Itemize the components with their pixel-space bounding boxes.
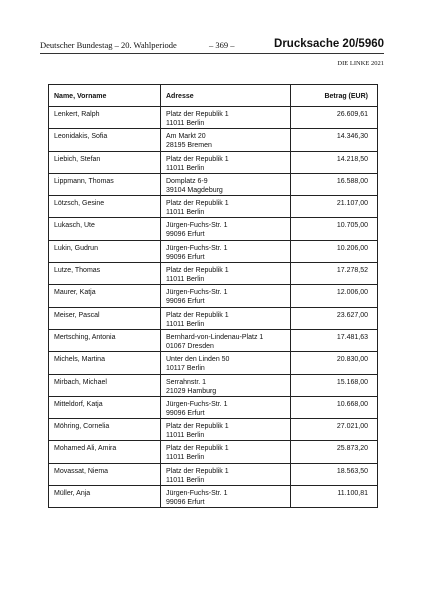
table-row (49, 196, 378, 218)
address-street: Platz der Republik 1 (166, 423, 229, 431)
cell-name: Lukasch, Ute (49, 218, 161, 240)
header-document-number: Drucksache 20/5960 (274, 38, 384, 50)
cell-name: Lötzsch, Gesine (49, 196, 161, 218)
address-city: 99096 Erfurt (166, 499, 205, 507)
cell-amount: 23.627,00 (291, 307, 378, 329)
table-row (49, 329, 378, 351)
address-street: Platz der Republik 1 (166, 267, 229, 275)
cell-address (161, 285, 291, 307)
address-street: Unter den Linden 50 (166, 356, 230, 364)
cell-name: Lenkert, Ralph (49, 107, 161, 129)
cell-amount: 25.873,20 (291, 441, 378, 463)
cell-amount: 17.481,63 (291, 329, 378, 351)
header-rule (40, 53, 384, 54)
table-row (49, 486, 378, 508)
address-street: Am Markt 20 (166, 133, 206, 141)
address-city: 11011 Berlin (166, 476, 205, 484)
table-row (49, 374, 378, 396)
table-row (49, 419, 378, 441)
cell-address (161, 151, 291, 173)
address-city: 39104 Magdeburg (166, 186, 223, 194)
cell-amount: 20.830,00 (291, 352, 378, 374)
cell-amount: 21.107,00 (291, 196, 378, 218)
cell-address (161, 486, 291, 508)
cell-address (161, 463, 291, 485)
address-street: Platz der Republik 1 (166, 467, 229, 475)
address-street: Domplatz 6-9 (166, 177, 208, 185)
cell-address (161, 352, 291, 374)
address-city: 21029 Hamburg (166, 387, 217, 395)
cell-address (161, 263, 291, 285)
cell-address (161, 329, 291, 351)
cell-address (161, 107, 291, 129)
cell-amount: 17.278,52 (291, 263, 378, 285)
cell-name: Müller, Anja (49, 486, 161, 508)
address-city: 99096 Erfurt (166, 253, 205, 261)
column-header-amount: Betrag (EUR) (291, 85, 378, 107)
address-city: 10117 Berlin (166, 365, 205, 373)
table-row (49, 173, 378, 195)
cell-amount: 12.006,00 (291, 285, 378, 307)
cell-name: Liebich, Stefan (49, 151, 161, 173)
donations-table (48, 84, 378, 508)
cell-amount: 11.100,81 (291, 486, 378, 508)
cell-name: Leonidakis, Sofia (49, 129, 161, 151)
table-row (49, 396, 378, 418)
address-street: Jürgen-Fuchs-Str. 1 (166, 289, 228, 297)
cell-amount: 14.218,50 (291, 151, 378, 173)
address-street: Jürgen-Fuchs-Str. 1 (166, 400, 228, 408)
cell-name: Mirbach, Michael (49, 374, 161, 396)
cell-amount: 18.563,50 (291, 463, 378, 485)
address-street: Platz der Republik 1 (166, 111, 229, 118)
address-city: 11011 Berlin (166, 454, 205, 462)
address-street: Jürgen-Fuchs-Str. 1 (166, 244, 228, 252)
address-city: 01067 Dresden (166, 342, 214, 350)
cell-address (161, 419, 291, 441)
cell-name: Lukin, Gudrun (49, 240, 161, 262)
header-page-number: – 369 – (209, 40, 235, 50)
table-row (49, 240, 378, 262)
address-city: 11011 Berlin (166, 120, 205, 127)
address-street: Platz der Republik 1 (166, 445, 229, 453)
cell-name: Lippmann, Thomas (49, 173, 161, 195)
cell-amount: 10.705,00 (291, 218, 378, 240)
header-publication: Deutscher Bundestag – 20. Wahlperiode (40, 40, 177, 50)
address-city: 99096 Erfurt (166, 231, 205, 239)
cell-address (161, 196, 291, 218)
address-city: 11011 Berlin (166, 164, 205, 172)
address-street: Platz der Republik 1 (166, 200, 229, 208)
address-city: 11011 Berlin (166, 432, 205, 440)
cell-name: Mohamed Ali, Amira (49, 441, 161, 463)
cell-address (161, 441, 291, 463)
cell-amount: 26.609,61 (291, 107, 378, 129)
cell-name: Movassat, Niema (49, 463, 161, 485)
address-street: Platz der Republik 1 (166, 311, 229, 319)
cell-name: Mitteldorf, Katja (49, 396, 161, 418)
address-city: 99096 Erfurt (166, 409, 205, 417)
address-city: 11011 Berlin (166, 209, 205, 217)
cell-name: Michels, Martina (49, 352, 161, 374)
table-row (49, 107, 378, 129)
address-street: Platz der Republik 1 (166, 155, 229, 163)
table-row (49, 463, 378, 485)
address-street: Jürgen-Fuchs-Str. 1 (166, 222, 228, 230)
address-street: Serrahnstr. 1 (166, 378, 207, 386)
cell-name: Maurer, Katja (49, 285, 161, 307)
address-city: 28195 Bremen (166, 142, 212, 150)
address-city: 99096 Erfurt (166, 298, 205, 306)
cell-amount: 10.206,00 (291, 240, 378, 262)
cell-amount: 10.668,00 (291, 396, 378, 418)
cell-address (161, 307, 291, 329)
address-street: Bernhard-von-Lindenau-Platz 1 (166, 333, 264, 341)
table-header-row (49, 85, 378, 107)
address-street: Jürgen-Fuchs-Str. 1 (166, 490, 228, 498)
table-row (49, 129, 378, 151)
table-row (49, 307, 378, 329)
cell-name: Möhring, Cornelia (49, 419, 161, 441)
cell-name: Meiser, Pascal (49, 307, 161, 329)
table-row (49, 352, 378, 374)
cell-address (161, 240, 291, 262)
cell-amount: 14.346,30 (291, 129, 378, 151)
party-label: DIE LINKE 2021 (337, 60, 384, 67)
cell-name: Mertsching, Antonia (49, 329, 161, 351)
cell-amount: 15.168,00 (291, 374, 378, 396)
cell-amount: 16.588,00 (291, 173, 378, 195)
cell-address (161, 173, 291, 195)
cell-address (161, 218, 291, 240)
address-city: 11011 Berlin (166, 276, 205, 284)
cell-amount: 27.021,00 (291, 419, 378, 441)
cell-address (161, 396, 291, 418)
column-header-name: Name, Vorname (49, 85, 161, 107)
table-row (49, 263, 378, 285)
cell-address (161, 374, 291, 396)
table-row (49, 441, 378, 463)
column-header-address: Adresse (161, 85, 291, 107)
table-row (49, 285, 378, 307)
cell-name: Lutze, Thomas (49, 263, 161, 285)
address-city: 11011 Berlin (166, 320, 205, 328)
table-row (49, 218, 378, 240)
table-row (49, 151, 378, 173)
cell-address (161, 129, 291, 151)
